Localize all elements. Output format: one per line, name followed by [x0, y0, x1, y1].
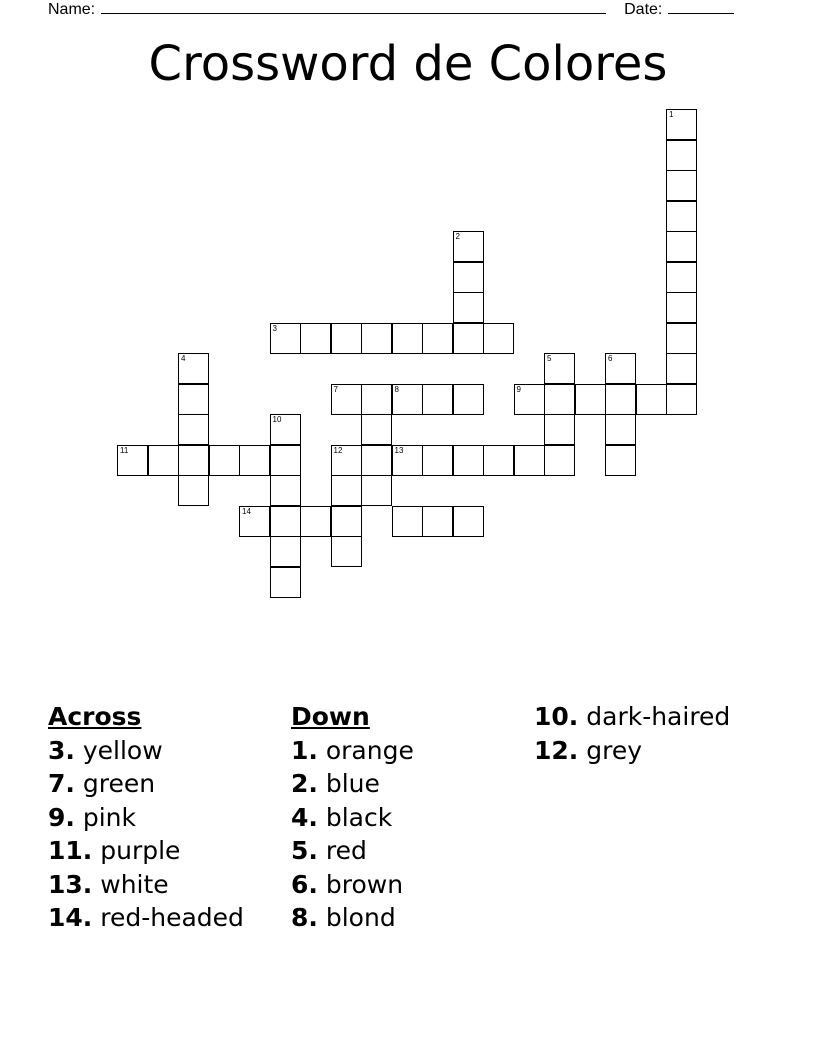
- grid-cell[interactable]: [178, 384, 209, 415]
- grid-cell[interactable]: [422, 506, 453, 537]
- grid-cell[interactable]: [666, 323, 697, 354]
- clue-text: blue: [325, 769, 380, 798]
- grid-cell[interactable]: [239, 445, 270, 476]
- clue-text: green: [82, 769, 156, 798]
- grid-cell[interactable]: [392, 506, 423, 537]
- grid-cell[interactable]: [117, 445, 148, 476]
- clue-number: 14.: [48, 903, 93, 932]
- grid-cell[interactable]: [514, 384, 545, 415]
- grid-cell[interactable]: [453, 231, 484, 262]
- clue-text: dark-haired: [586, 702, 731, 731]
- down-clue: [291, 801, 414, 835]
- grid-cell[interactable]: [605, 384, 636, 415]
- across-clue: [48, 767, 244, 801]
- grid-cell[interactable]: [392, 445, 423, 476]
- date-field[interactable]: [668, 0, 734, 14]
- clue-number: 13.: [48, 869, 93, 899]
- grid-cell[interactable]: [544, 414, 575, 445]
- grid-cell[interactable]: [453, 506, 484, 537]
- clue-number: 9.: [48, 802, 75, 832]
- across-clue: [48, 734, 244, 768]
- grid-cell[interactable]: [483, 445, 514, 476]
- grid-cell[interactable]: [239, 506, 270, 537]
- clue-number: 6.: [291, 869, 318, 899]
- across-column: [48, 700, 244, 935]
- grid-cell[interactable]: [666, 170, 697, 201]
- clue-text: yellow: [82, 735, 163, 765]
- grid-cell[interactable]: [666, 353, 697, 384]
- grid-cell[interactable]: [270, 445, 301, 476]
- grid-cell[interactable]: [178, 475, 209, 506]
- down-clue: [534, 700, 730, 734]
- grid-cell[interactable]: [422, 323, 453, 354]
- grid-cell[interactable]: [392, 384, 423, 415]
- grid-cell[interactable]: [392, 323, 423, 354]
- grid-cell[interactable]: [453, 384, 484, 415]
- down-clue: [291, 834, 414, 868]
- clue-text: black: [325, 802, 393, 832]
- grid-cell[interactable]: [605, 445, 636, 476]
- clue-number: 11: [120, 445, 129, 455]
- clue-text: pink: [82, 802, 136, 832]
- down-clue: [291, 901, 414, 935]
- clue-number: 3: [272, 323, 277, 333]
- clue-number: 11.: [48, 836, 93, 865]
- grid-cell[interactable]: [361, 384, 392, 415]
- grid-cell[interactable]: [361, 414, 392, 445]
- grid-cell[interactable]: [514, 445, 545, 476]
- clue-text: white: [100, 869, 169, 899]
- clue-number: 4: [181, 354, 186, 363]
- clue-number: 2.: [291, 769, 318, 798]
- grid-cell[interactable]: [666, 109, 697, 140]
- across-heading: Across: [48, 702, 142, 731]
- down-clue: [534, 734, 730, 768]
- grid-cell[interactable]: [605, 353, 636, 384]
- clue-number: 13: [394, 445, 404, 455]
- grid-cell[interactable]: [666, 292, 697, 323]
- grid-cell[interactable]: [300, 506, 331, 537]
- down-column: [291, 700, 414, 935]
- clue-number: 14: [242, 506, 251, 516]
- across-clue: [48, 868, 244, 902]
- clue-number: 1: [669, 110, 674, 119]
- grid-cell[interactable]: [331, 475, 362, 506]
- grid-cell[interactable]: [666, 384, 697, 415]
- grid-cell[interactable]: [453, 445, 484, 476]
- clue-text: orange: [325, 735, 414, 765]
- across-clue: [48, 801, 244, 835]
- clue-number: 5: [547, 354, 552, 363]
- grid-cell[interactable]: [178, 353, 209, 384]
- grid-cell[interactable]: [453, 323, 484, 354]
- grid-cell[interactable]: [209, 445, 240, 476]
- clue-number: 10.: [534, 702, 579, 731]
- clue-number: 12: [333, 445, 343, 455]
- grid-cell[interactable]: [331, 384, 362, 415]
- clue-text: purple: [100, 836, 181, 865]
- grid-cell[interactable]: [361, 475, 392, 506]
- clue-number: 8.: [291, 903, 318, 932]
- grid-cell[interactable]: [605, 414, 636, 445]
- grid-cell[interactable]: [422, 384, 453, 415]
- clue-number: 12.: [534, 735, 579, 765]
- clue-number: 5.: [291, 836, 318, 865]
- clue-number: 1.: [291, 735, 318, 765]
- grid-cell[interactable]: [331, 536, 362, 567]
- grid-cell[interactable]: [300, 323, 331, 354]
- grid-cell[interactable]: [544, 353, 575, 384]
- clue-text: brown: [325, 869, 404, 899]
- grid-cell[interactable]: [270, 506, 301, 537]
- grid-cell[interactable]: [270, 475, 301, 506]
- page-title: Crossword de Colores: [148, 36, 668, 92]
- across-clue: [48, 901, 244, 935]
- grid-cell[interactable]: [544, 384, 575, 415]
- down-clue: [291, 734, 414, 768]
- grid-cell[interactable]: [483, 323, 514, 354]
- clues-section: [48, 700, 788, 960]
- grid-cell[interactable]: [422, 445, 453, 476]
- grid-cell[interactable]: [270, 414, 301, 445]
- header-line: [48, 0, 768, 20]
- grid-cell[interactable]: [178, 414, 209, 445]
- down-column-continued: [534, 700, 730, 767]
- clue-number: 3.: [48, 735, 75, 765]
- grid-cell[interactable]: [148, 445, 179, 476]
- grid-cell[interactable]: [666, 140, 697, 171]
- clue-number: 10: [272, 415, 282, 424]
- grid-cell[interactable]: [331, 323, 362, 354]
- grid-cell[interactable]: [270, 567, 301, 598]
- name-label: Name:: [48, 1, 96, 18]
- clue-number: 2: [455, 232, 460, 241]
- grid-cell[interactable]: [666, 231, 697, 262]
- grid-cell[interactable]: [270, 536, 301, 567]
- crossword-grid: [117, 109, 701, 601]
- down-heading: Down: [291, 702, 370, 731]
- grid-cell[interactable]: [453, 292, 484, 323]
- grid-cell[interactable]: [544, 445, 575, 476]
- clue-text: red-headed: [100, 903, 244, 932]
- clue-number: 6: [608, 354, 613, 363]
- grid-cell[interactable]: [331, 506, 362, 537]
- grid-cell[interactable]: [361, 445, 392, 476]
- name-field[interactable]: [101, 0, 606, 14]
- clue-text: blond: [325, 903, 396, 932]
- clue-number: 9: [516, 384, 521, 394]
- grid-cell[interactable]: [666, 201, 697, 232]
- grid-cell[interactable]: [636, 384, 667, 415]
- down-clue: [291, 868, 414, 902]
- grid-cell[interactable]: [361, 323, 392, 354]
- clue-text: grey: [586, 735, 643, 765]
- clue-number: 7: [333, 384, 338, 394]
- grid-cell[interactable]: [270, 323, 301, 354]
- across-clue: [48, 834, 244, 868]
- clue-number: 7.: [48, 769, 75, 798]
- clue-text: red: [325, 836, 367, 865]
- grid-cell[interactable]: [666, 262, 697, 293]
- clue-number: 8: [394, 384, 399, 394]
- grid-cell[interactable]: [575, 384, 606, 415]
- date-label: Date:: [624, 1, 663, 18]
- clue-number: 4.: [291, 802, 318, 832]
- grid-cell[interactable]: [453, 262, 484, 293]
- grid-cell[interactable]: [178, 445, 209, 476]
- down-clue: [291, 767, 414, 801]
- grid-cell[interactable]: [331, 445, 362, 476]
